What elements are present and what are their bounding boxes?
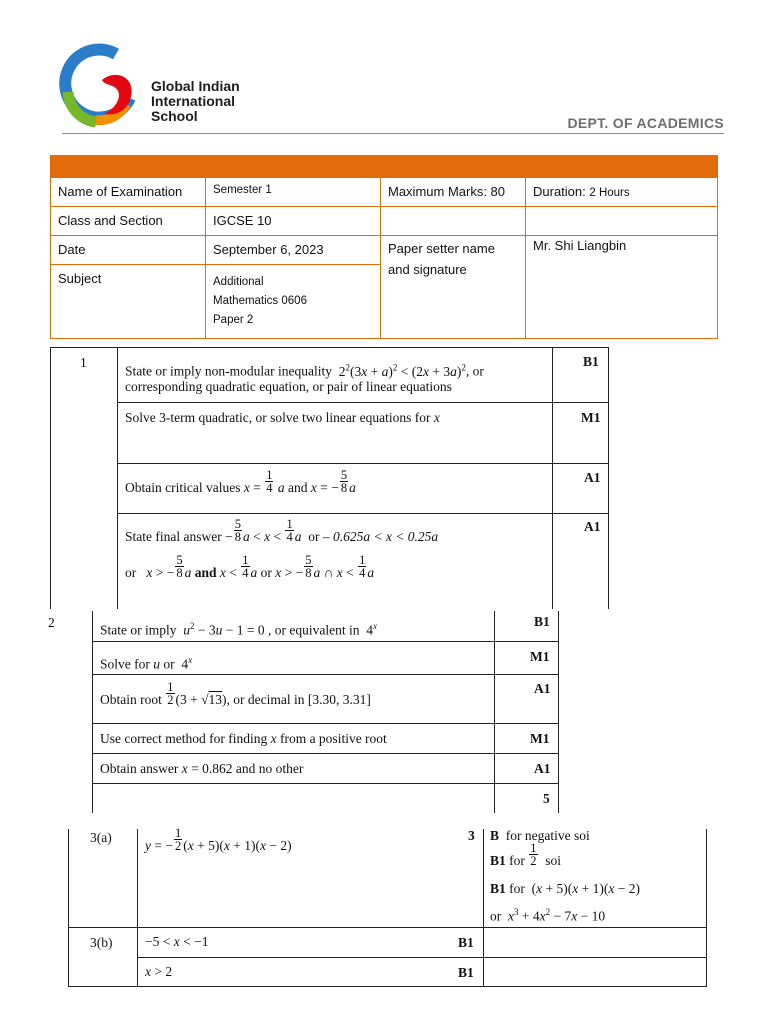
q3a-guidance-1 <box>490 828 590 844</box>
rule <box>137 957 707 958</box>
paper-setter-label-line2: and signature <box>388 262 467 277</box>
question-2-number: 2 <box>48 615 55 630</box>
q1-r2-var: x <box>433 410 440 425</box>
subject-line3: Paper 2 <box>213 314 254 326</box>
rule <box>92 641 559 642</box>
date-label: Date <box>51 236 206 265</box>
frac: $\frac{1}{2}$ <box>167 680 174 708</box>
q3a-g1-mark: B <box>490 828 500 843</box>
rule <box>706 829 707 987</box>
q1-r3-a: Obtain critical values <box>125 480 241 495</box>
subject-line1: Additional <box>213 276 264 288</box>
rule <box>137 829 138 987</box>
rule <box>117 513 609 514</box>
duration-label: Duration: <box>533 184 586 199</box>
q1-r2-a: Solve 3-term quadratic, or solve two linear equations for <box>125 410 431 425</box>
q3a-g3-text: for <box>509 881 525 896</box>
q1-r3-a1: a <box>277 480 285 495</box>
subject-label: Subject <box>51 265 206 339</box>
exam-info-table <box>50 177 718 339</box>
q1-row3-text: Obtain critical values x = $\frac{1}{4}$ a and x = − $\frac{5}{8}$ a <box>125 468 356 496</box>
q1-row4-text: State final answer − $\frac{5}{8}$ a < x < $\frac{1}{4}$ a or – 0.625a < x < 0.25a <box>125 517 439 545</box>
q3a-g2-soi: soi <box>545 853 562 868</box>
rule <box>483 829 484 987</box>
frac: $\frac{1}{2}$ <box>530 841 537 869</box>
duration-cell <box>526 178 718 207</box>
rule <box>50 347 609 348</box>
class-value: IGCSE 10 <box>206 207 381 236</box>
q2-r2-b: or <box>163 656 175 672</box>
q1-r4-a: State final answer <box>125 529 222 544</box>
q1-r3-x2: x <box>310 480 317 495</box>
q2-r1-a: State or imply <box>100 622 177 638</box>
frac: $\frac{1}{4}$ <box>242 553 249 581</box>
q3a-g2-mark: B1 <box>490 853 506 868</box>
q3b-answer-2: x > 2 <box>145 964 173 979</box>
subject-line2: Mathematics 0606 <box>213 295 307 307</box>
question-3a-number: 3(a) <box>90 830 112 845</box>
school-name-line1: Global Indian <box>151 78 240 94</box>
frac: $\frac{1}{2}$ <box>174 826 182 854</box>
q2-row2-mark: M1 <box>530 649 550 664</box>
q2-r2-a: Solve for <box>100 656 150 672</box>
q3b-answer-1: −5 < x < −1 <box>145 934 209 949</box>
q2-row4-text: Use correct method for finding x from a positive root <box>100 731 387 746</box>
question-3b-number: 3(b) <box>90 935 113 950</box>
paper-setter-label <box>381 236 526 339</box>
frac: $\frac{5}{8}$ <box>305 553 312 581</box>
school-logo-icon <box>56 42 144 128</box>
rule <box>92 674 559 675</box>
q2-row5-text: Obtain answer x = 0.862 and no other <box>100 761 304 776</box>
frac: $\frac{5}{8}$ <box>176 553 183 581</box>
rule <box>92 753 559 754</box>
q1-r4-or: or <box>308 529 320 544</box>
q3a-guidance-4: or $x^3 + 4x^2 - 7x - 10$ <box>490 907 606 924</box>
empty-cell <box>526 207 718 236</box>
q1-row1-text <box>125 359 484 380</box>
info-table-banner <box>50 155 718 177</box>
rule <box>68 927 707 928</box>
q3a-guidance-2 <box>490 841 562 869</box>
exam-name-label: Name of Examination <box>51 178 206 207</box>
rule <box>117 347 118 609</box>
q1-r3-frac1: $\frac{1}{4}$ <box>266 468 273 496</box>
q2-r5-b: = 0.862 and no other <box>191 761 304 776</box>
rule <box>608 347 609 609</box>
school-name-line2: International <box>151 93 236 109</box>
frac: $\frac{5}{8}$ <box>234 517 241 545</box>
paper-setter-value: Mr. Shi Liangbin <box>526 236 718 339</box>
q2-r4-b: from a positive root <box>279 731 387 746</box>
q2-r4-a: Use correct method for finding <box>100 731 268 746</box>
q1-row1-mark: B1 <box>583 354 599 369</box>
frac: $\frac{1}{4}$ <box>359 553 366 581</box>
q1-row2-text <box>125 410 440 426</box>
q3b-row1-mark: B1 <box>458 935 474 950</box>
rule <box>68 986 707 987</box>
subject-value <box>206 265 381 339</box>
q3a-g4-or: or <box>490 908 502 924</box>
class-label: Class and Section <box>51 207 206 236</box>
q1-row2-mark: M1 <box>581 410 601 425</box>
q3a-total-marks: 3 <box>468 828 475 843</box>
exam-name-value: Semester 1 <box>206 178 381 207</box>
dept-title: DEPT. OF ACADEMICS <box>567 115 724 131</box>
date-value: September 6, 2023 <box>206 236 381 265</box>
paper-setter-label-line1: Paper setter name <box>388 241 495 256</box>
rule <box>92 783 559 784</box>
q3a-equation: y = − $\frac{1}{2}$ (x + 5)(x + 1)(x − 2) <box>145 826 292 854</box>
q1-r4-alt: – 0.625a < x < 0.25a <box>322 529 439 544</box>
q1-r1-a: State or imply non-modular inequality <box>125 363 332 379</box>
q1-row4-line2: or x > − $\frac{5}{8}$ a and x < $\frac{1}{4}$ a or x > − $\frac{5}{8}$ a ∩ x < $\frac{1}{4}$ a <box>125 553 375 581</box>
q2-total-marks: 5 <box>543 791 550 806</box>
max-marks: Maximum Marks: 80 <box>381 178 526 207</box>
header-rule <box>62 133 724 134</box>
duration-value: 2 Hours <box>589 187 630 199</box>
q2-r1-b: , or equivalent in <box>267 622 360 638</box>
q1-r3-frac2: $\frac{5}{8}$ <box>340 468 348 496</box>
q3a-g3-mark: B1 <box>490 881 506 896</box>
q3b-row2-mark: B1 <box>458 965 474 980</box>
q1-r1-b: , or <box>465 363 484 379</box>
rule <box>552 347 553 609</box>
q1-r4-or2: or <box>125 565 137 580</box>
rule <box>117 402 609 403</box>
q2-row3-mark: A1 <box>534 681 551 696</box>
q3a-guidance-3: B1 for (x + 5)(x + 1)(x − 2) <box>490 881 640 896</box>
q1-row4-mark: A1 <box>584 519 601 534</box>
rule <box>92 723 559 724</box>
question-1-number: 1 <box>80 355 87 370</box>
frac: $\frac{1}{4}$ <box>286 517 293 545</box>
q2-row3-text: Obtain root $\frac{1}{2}$ (3 + √13), or decimal in [3.30, 3.31] <box>100 680 371 708</box>
q1-r4-and: and <box>194 565 217 580</box>
rule <box>117 463 609 464</box>
q2-row4-mark: M1 <box>530 731 550 746</box>
q2-row1-text: State or imply $u^2 - 3u - 1 = 0$ , or equivalent in 4$^x$ <box>100 621 377 638</box>
q1-r3-a2: a <box>349 480 356 495</box>
q2-r5-a: Obtain answer <box>100 761 179 776</box>
q3a-g1-text: for negative soi <box>505 828 590 843</box>
q2-row1-mark: B1 <box>534 614 550 629</box>
q1-row3-mark: A1 <box>584 470 601 485</box>
rule <box>50 347 51 609</box>
q2-r3-b: , or decimal in [3.30, 3.31] <box>226 692 371 707</box>
rule <box>68 829 69 987</box>
school-name <box>151 79 240 124</box>
school-name-line3: School <box>151 108 198 124</box>
q3a-g2-text: for <box>509 853 525 868</box>
q1-r3-x1: x <box>243 480 250 495</box>
q2-row5-mark: A1 <box>534 761 551 776</box>
q2-row2-text: Solve for u or 4$^x$ <box>100 655 193 672</box>
q1-r3-and: and <box>287 480 308 495</box>
empty-cell <box>381 207 526 236</box>
q2-r3-a: Obtain root <box>100 692 162 707</box>
q1-row1-line2: corresponding quadratic equation, or pair of linear equations <box>125 379 452 394</box>
q1-r1-formula: $2^2(3x + a)^2 < (2x + 3a)^2$ <box>335 362 466 379</box>
q1-r4-or3: or <box>260 565 272 580</box>
